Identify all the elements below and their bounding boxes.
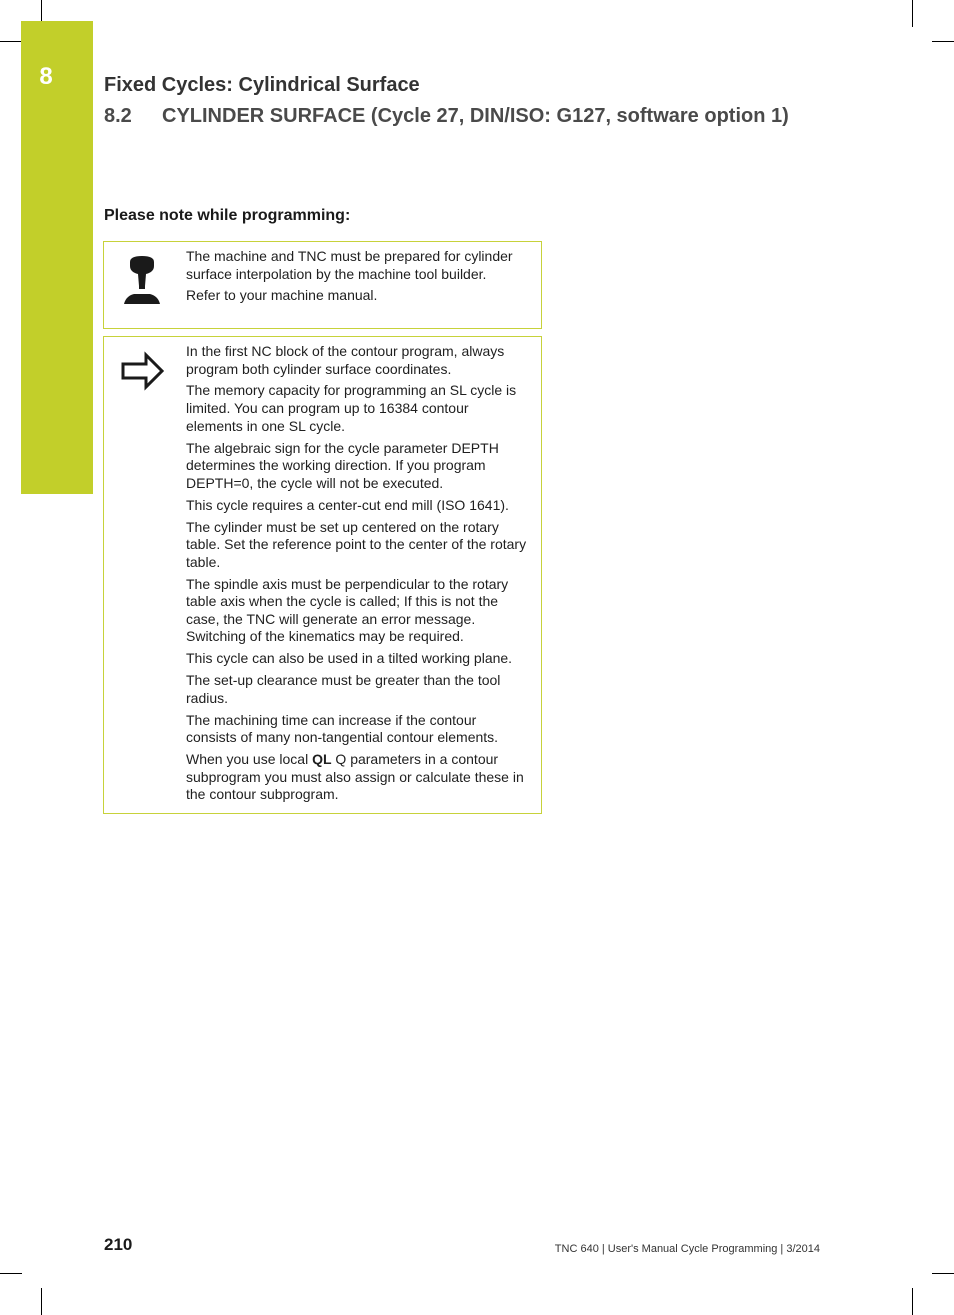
icon-column [104,337,187,813]
note-paragraph: Refer to your machine manual. [186,287,378,304]
subheading: Please note while programming: [104,207,351,224]
crop-mark [912,0,913,27]
note-paragraph: The set-up clearance must be greater than the tool radius. [186,672,501,706]
ql-text-before: When you use local [186,751,313,768]
machine-tool-icon [120,252,164,308]
machine-note-text [186,248,529,309]
machine-note-box [103,241,542,329]
section-number: 8.2 [104,105,132,127]
footer-text: TNC 640 | User's Manual Cycle Programming | 3/2014 [554,1243,820,1255]
ql-keyword: QL [312,751,332,768]
crop-mark [0,41,22,42]
arrow-right-icon [120,345,164,401]
section-title: CYLINDER SURFACE (Cycle 27, DIN/ISO: G127, software option 1) [162,105,789,127]
ql-text-after: Q parameters in a contour subprogram you must also assign or calculate these in the contour subprogram. [186,751,524,803]
page-number: 210 [104,1235,133,1254]
crop-mark [41,1288,42,1315]
note-paragraph: The cylinder must be set up centered on the rotary table. Set the reference point to the center of the rotary table. [186,518,527,570]
note-paragraph: The algebraic sign for the cycle parameter DEPTH determines the working direction. If you program DEPTH=0, the cycle will not be executed. [186,439,499,491]
note-paragraph: This cycle can also be used in a tilted working plane. [186,650,513,667]
crop-mark [932,1273,954,1274]
tip-note-box [103,336,542,814]
chapter-title: Fixed Cycles: Cylindrical Surface [104,74,420,96]
note-paragraph: The memory capacity for programming an SL cycle is limited. You can program up to 16384 contour elements in one SL cycle. [186,382,517,434]
note-paragraph: This cycle requires a center-cut end mill (ISO 1641). [186,496,509,513]
icon-column [104,242,187,328]
crop-mark [932,41,954,42]
note-paragraph: In the first NC block of the contour program, always program both cylinder surface coordinates. [186,343,505,377]
crop-mark [0,1273,22,1274]
note-paragraph: The machine and TNC must be prepared for cylinder surface interpolation by the machine tool builder. [186,248,513,282]
chapter-number: 8 [39,63,53,90]
section-heading [104,103,789,129]
note-paragraph-ql [186,751,529,804]
crop-mark [912,1288,913,1315]
note-paragraph: The machining time can increase if the contour consists of many non-tangential contour elements. [186,711,499,746]
tip-note-text [186,343,529,808]
note-paragraph: The spindle axis must be perpendicular to the rotary table axis when the cycle is called; If this is not the case, the TNC will generate an error message. Switching of the kinematics may be required. [186,575,509,645]
